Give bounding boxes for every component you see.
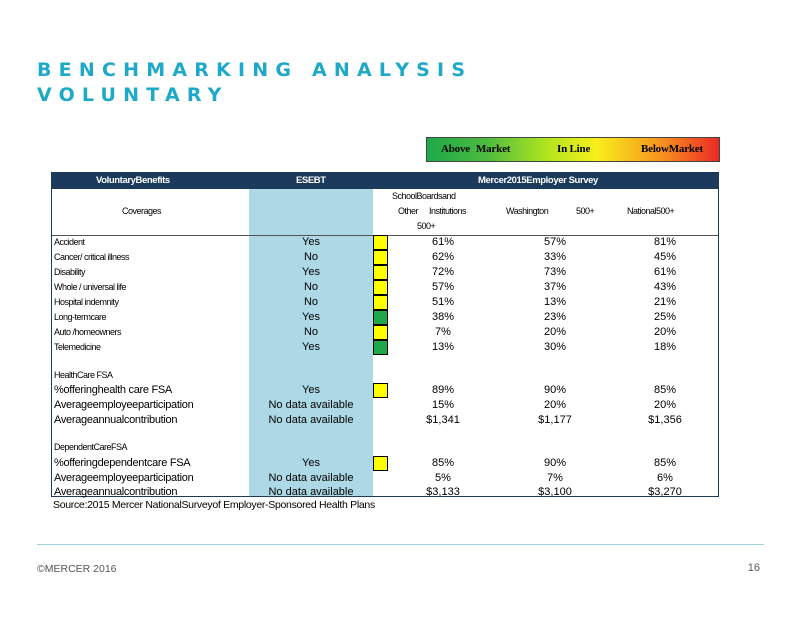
esebt-value: Yes [302,384,320,396]
subheader-national: National500+ [627,206,675,216]
esebt-value: No data available [268,471,354,484]
page-number: 16 [747,562,760,574]
section-heading-row [52,368,718,383]
subheader-coverages: Coverages [122,206,162,216]
national-value: 85% [653,457,677,469]
school-boards-value: 15% [431,399,455,411]
section-health-care-fsa: HealthCare FSA [54,370,113,380]
washington-value: 37% [543,281,567,293]
table-row [52,280,718,295]
esebt-value: Yes [302,311,320,323]
national-value: 20% [653,326,677,338]
benchmark-table [51,172,719,497]
esebt-value: Yes [302,457,320,469]
school-boards-value: $1,341 [426,414,460,426]
esebt-value: No data available [268,414,354,426]
row-label: Long-termcare [54,312,107,322]
esebt-value: No [303,281,319,293]
washington-value: 90% [543,384,567,396]
esebt-value: No data available [268,399,354,411]
row-label: Averageannualcontribution [54,486,178,498]
table-row [52,456,718,471]
row-label: Auto /homeowners [54,327,122,337]
subheader-other: Other [398,206,419,216]
market-indicator-yellow [373,456,388,471]
row-label: %offeringdependentcare FSA [54,457,191,469]
row-label: Averageemployeeparticipation [54,399,194,411]
school-boards-value: 57% [431,281,455,293]
washington-value: 30% [543,341,567,353]
copyright: ©MERCER 2016 [37,563,117,575]
national-value: 21% [653,296,677,308]
national-value: 18% [653,341,677,353]
table-header [52,173,718,189]
esebt-value: No data available [268,486,354,498]
legend-inline-label: In Line [557,143,591,155]
esebt-value: Yes [302,266,320,278]
washington-value: 57% [543,236,567,248]
row-label: Cancer/ critical illness [54,252,130,262]
washington-value: $3,100 [538,486,572,498]
header-mercer-survey: Mercer2015Employer Survey [478,175,598,186]
market-indicator-yellow [373,250,388,265]
subheader-school-boards: SchoolBoardsand [392,191,456,201]
national-value: 43% [653,281,677,293]
row-label: Telemedicine [54,342,101,352]
row-label: Whole / universal life [54,282,127,292]
washington-value: 20% [543,326,567,338]
school-boards-value: 5% [435,471,451,484]
row-label: Accident [54,237,85,247]
row-label: Averageannualcontribution [54,414,178,426]
national-value: $3,270 [648,486,682,498]
market-indicator-yellow [373,235,388,250]
table-row [52,398,718,413]
market-indicator-green [373,340,388,355]
washington-value: 90% [543,457,567,469]
subheader-washington: Washington [506,206,549,216]
row-label: Averageemployeeparticipation [54,471,194,484]
table-subheader [52,189,718,235]
slide-title [37,58,472,108]
market-indicator-green [373,310,388,325]
slide-title-line1: BENCHMARKING ANALYSIS [37,59,473,81]
legend-below-label: BelowMarket [641,143,703,155]
table-row [52,295,718,310]
table-row [52,471,718,486]
school-boards-value: 85% [431,457,455,469]
subheader-institutions: Institutions [429,206,467,216]
table-row [52,310,718,325]
table-row [52,383,718,398]
esebt-value: Yes [302,236,320,248]
legend-above-label: Above [441,143,470,155]
slide-title-line2: VOLUNTARY [37,84,229,106]
row-label: Disability [54,267,86,277]
subheader-500-plus: 500+ [417,221,436,231]
market-indicator-yellow [373,265,388,280]
market-legend [426,137,720,162]
source-note: Source:2015 Mercer NationalSurveyof Employer-Sponsored Health Plans [53,499,375,511]
market-indicator-yellow [373,325,388,340]
washington-value: 23% [543,311,567,323]
washington-value: 13% [543,296,567,308]
footer-divider [37,544,764,545]
table-row [52,413,718,428]
table-row [52,325,718,340]
subheader-washington-500: 500+ [576,206,595,216]
header-esebt: ESEBT [296,175,326,186]
washington-value: $1,177 [538,414,572,426]
washington-value: 7% [547,471,563,484]
school-boards-value: 61% [431,236,455,248]
table-row [52,485,718,500]
washington-value: 33% [543,251,567,263]
school-boards-value: 89% [431,384,455,396]
table-row [52,235,718,250]
table-row [52,265,718,280]
national-value: 20% [653,399,677,411]
school-boards-value: 51% [431,296,455,308]
school-boards-value: 38% [431,311,455,323]
esebt-value: No [303,326,319,338]
market-indicator-yellow [373,383,388,398]
market-indicator-yellow [373,280,388,295]
school-boards-value: 72% [431,266,455,278]
legend-market-label: Market [476,143,511,155]
school-boards-value: 7% [435,326,451,338]
market-indicator-yellow [373,295,388,310]
esebt-value: Yes [302,341,320,353]
national-value: 81% [653,236,677,248]
national-value: $1,356 [648,414,682,426]
row-label: %offeringhealth care FSA [54,384,172,396]
national-value: 85% [653,384,677,396]
header-voluntary-benefits: VoluntaryBenefits [96,175,170,186]
esebt-value: No [303,296,319,308]
table-row [52,340,718,355]
row-label: Hospital indemnity [54,297,119,307]
school-boards-value: 13% [431,341,455,353]
esebt-value: No [303,251,319,263]
national-value: 6% [657,471,673,484]
school-boards-value: 62% [431,251,455,263]
section-heading-row [52,440,718,455]
national-value: 25% [653,311,677,323]
washington-value: 20% [543,399,567,411]
national-value: 61% [653,266,677,278]
washington-value: 73% [543,266,567,278]
school-boards-value: $3,133 [426,486,460,498]
table-row [52,250,718,265]
section-dependent-care-fsa: DependentCareFSA [54,442,128,452]
national-value: 45% [653,251,677,263]
